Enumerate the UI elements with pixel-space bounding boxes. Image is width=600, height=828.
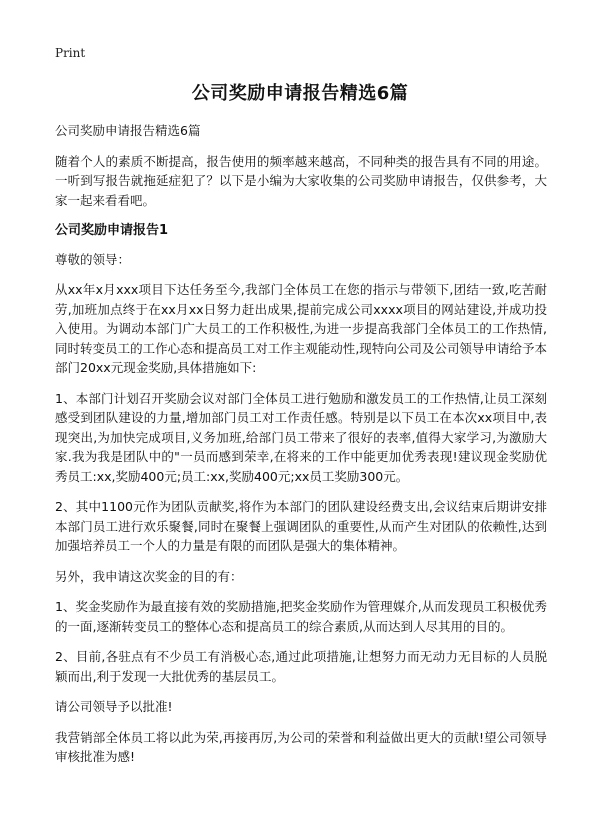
paragraph-1: 从xx年x月xxx项目下达任务至今,我部门全体员工在您的指示与带领下,团结一致,吃苦耐劳,加班加点终于在xx月xx日努力赶出成果,提前完成公司xxxx项目的网站建设,并成功投入使用。为调动本部门广大员工的工作积极性,为进一步提高我部门全体员工的工作热情,同时转变员工的工作心态和提高员工对工作主观能动性,现特向公司及公司领导申请给予本部门20xx元现金奖励,具体措施如下: <box>55 282 547 375</box>
paragraph-5: 1、奖金奖励作为最直接有效的奖励措施,把奖金奖励作为管理媒介,从而发现员工积极优秀的一面,逐渐转变员工的整体心态和提高员工的综合素质,从而达到人尽其用的目的。 <box>55 599 547 634</box>
paragraph-3: 2、其中1100元作为团队贡献奖,将作为本部门的团队建设经费支出,会议结束后期讲安排本部门员工进行欢乐聚餐,同时在聚餐上强调团队的重要性,从而产生对团队的依赖性,达到加强培养员工一个人的力量是有限的而团队是强大的集体精神。 <box>55 499 547 553</box>
paragraph-6: 2、目前,各驻点有不少员工有消极心态,通过此项措施,让想努力而无动力无目标的人员脱颖而出,利于发现一大批优秀的基层员工。 <box>55 649 547 684</box>
section-heading: 公司奖励申请报告1 <box>55 223 169 238</box>
article-subtitle: 公司奖励申请报告精选6篇 <box>55 123 201 138</box>
page-title: 公司奖励申请报告精选6篇 <box>191 83 409 104</box>
paragraph-4: 另外，我申请这次奖金的目的有： <box>55 568 243 584</box>
greeting: 尊敬的领导： <box>55 251 131 267</box>
article-body <box>55 121 547 778</box>
intro-paragraph: 随着个人的素质不断提高，报告使用的频率越来越高，不同种类的报告具有不同的用途。一听到写报告就拖延症犯了？以下是小编为大家收集的公司奖励申请报告，仅供参考，大家一起来看看吧。 <box>55 153 547 208</box>
paragraph-8: 我营销部全体员工将以此为荣,再接再厉,为公司的荣誉和利益做出更大的贡献!望公司领导审核批准为感! <box>55 729 547 764</box>
paragraph-2: 1、本部门计划召开奖励会议对部门全体员工进行勉励和激发员工的工作热情,让员工深刻感受到团队建设的力量,增加部门员工对工作责任感。特别是以下员工在本次xx项目中,表现突出,为加快完成项目,义务加班,给部门员工带来了很好的表率,值得大家学习,为激励大家.我为我是团队中的"一员而感到荣幸,在将来的工作中能更加优秀表现!建议现金奖励优秀员工:xx,奖励400元;员工:xx,奖励400元;xx员工奖励300元。 <box>55 390 547 484</box>
paragraph-7: 请公司领导予以批准! <box>55 699 173 714</box>
print-link[interactable]: Print <box>55 46 86 60</box>
